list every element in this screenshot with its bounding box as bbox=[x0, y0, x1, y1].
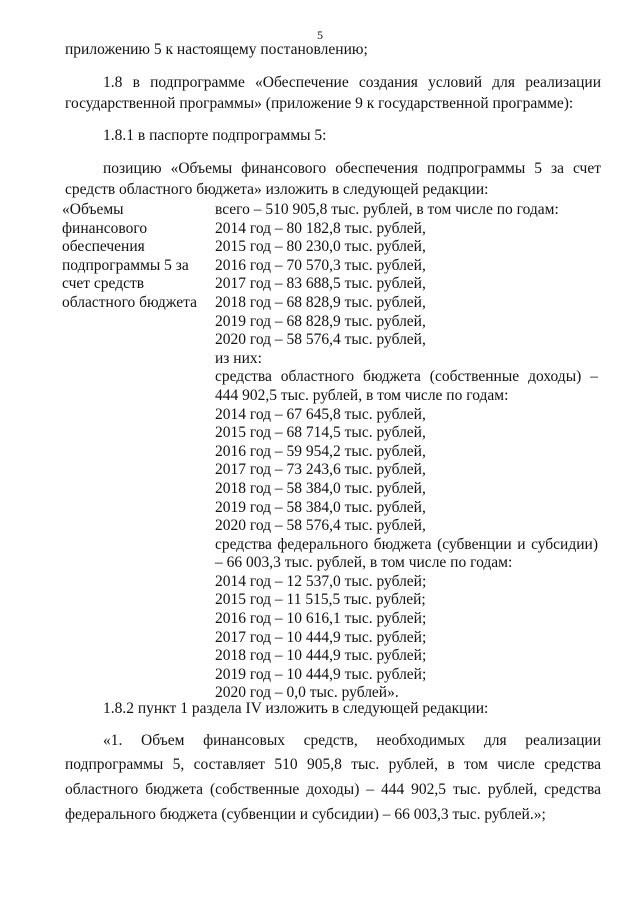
value-line: 2017 год – 83 688,5 тыс. рублей, bbox=[215, 275, 426, 293]
section-1-8-2-heading: 1.8.2 пункт 1 раздела IV изложить в следующей редакции: bbox=[103, 700, 489, 717]
value-line-federal-heading: средства федерального бюджета (субвенции и субсидии) bbox=[215, 535, 598, 553]
paragraph-1-line-3: областного бюджета (собственные доходы) – 444 902,5 тыс. рублей, средства bbox=[65, 781, 601, 798]
funding-value-column bbox=[215, 201, 605, 703]
value-line: 2015 год – 11 515,5 тыс. рублей; bbox=[215, 591, 426, 609]
label-line: «Объемы bbox=[62, 201, 124, 218]
label-line: финансового bbox=[62, 219, 148, 237]
value-line: 2014 год – 12 537,0 тыс. рублей; bbox=[215, 572, 427, 590]
label-line: подпрограммы 5 за bbox=[62, 256, 189, 274]
value-line: 2014 год – 80 182,8 тыс. рублей, bbox=[215, 219, 426, 237]
paragraph-1-line-2: подпрограммы 5, составляет 510 905,8 тыс. рублей, в том числе средства bbox=[65, 756, 601, 773]
label-line: областного бюджета bbox=[62, 293, 197, 311]
value-line: 2019 год – 58 384,0 тыс. рублей, bbox=[215, 498, 426, 516]
value-line: 2018 год – 10 444,9 тыс. рублей; bbox=[215, 647, 427, 665]
label-line: обеспечения bbox=[62, 238, 145, 256]
value-line-of-which: из них: bbox=[215, 349, 262, 367]
value-line: 2016 год – 70 570,3 тыс. рублей, bbox=[215, 256, 426, 274]
value-line: 2019 год – 68 828,9 тыс. рублей, bbox=[215, 312, 426, 330]
value-line-regional-heading: средства областного бюджета (собственные доходы) – bbox=[215, 368, 598, 386]
value-line: 2015 год – 68 714,5 тыс. рублей, bbox=[215, 424, 426, 442]
paragraph-1-line-4: федерального бюджета (субвенции и субсидии) – 66 003,3 тыс. рублей.»; bbox=[65, 806, 546, 823]
value-line: 2019 год – 10 444,9 тыс. рублей; bbox=[215, 665, 427, 683]
position-paragraph-line-2: средств областного бюджета» изложить в следующей редакции: bbox=[65, 181, 489, 198]
value-line-regional-total: 444 902,5 тыс. рублей, в том числе по годам: bbox=[215, 386, 509, 404]
value-line-total: всего – 510 905,8 тыс. рублей, в том числе по годам: bbox=[215, 201, 559, 218]
value-line: 2014 год – 67 645,8 тыс. рублей, bbox=[215, 405, 426, 423]
value-line: 2016 год – 59 954,2 тыс. рублей, bbox=[215, 442, 426, 460]
funding-label-column bbox=[62, 201, 207, 313]
paragraph-1-8-line-2: государственной программы» (приложение 9 к государственной программе): bbox=[65, 95, 574, 112]
value-line: 2020 год – 0,0 тыс. рублей». bbox=[215, 684, 399, 702]
paragraph-1-8-line-1: 1.8 в подпрограмме «Обеспечение создания условий для реализации bbox=[103, 74, 601, 91]
value-line: 2020 год – 58 576,4 тыс. рублей, bbox=[215, 331, 426, 349]
value-line: 2020 год – 58 576,4 тыс. рублей, bbox=[215, 517, 426, 535]
paragraph-1-8-1: 1.8.1 в паспорте подпрограммы 5: bbox=[103, 127, 327, 144]
paragraph-1-line-1: «1. Объем финансовых средств, необходимых для реализации bbox=[103, 732, 601, 749]
value-line: 2017 год – 10 444,9 тыс. рублей; bbox=[215, 628, 427, 646]
label-line: счет средств bbox=[62, 275, 145, 293]
page-number: 5 bbox=[317, 28, 323, 42]
value-line-federal-total: – 66 003,3 тыс. рублей, в том числе по годам: bbox=[215, 554, 513, 572]
position-paragraph-line-1: позицию «Объемы финансового обеспечения подпрограммы 5 за счет bbox=[103, 160, 601, 177]
value-line: 2018 год – 68 828,9 тыс. рублей, bbox=[215, 293, 426, 311]
value-line: 2015 год – 80 230,0 тыс. рублей, bbox=[215, 238, 426, 256]
intro-line-continuation: приложению 5 к настоящему постановлению; bbox=[65, 41, 368, 58]
value-line: 2018 год – 58 384,0 тыс. рублей, bbox=[215, 479, 426, 497]
value-line: 2017 год – 73 243,6 тыс. рублей, bbox=[215, 461, 426, 479]
value-line: 2016 год – 10 616,1 тыс. рублей; bbox=[215, 610, 427, 628]
